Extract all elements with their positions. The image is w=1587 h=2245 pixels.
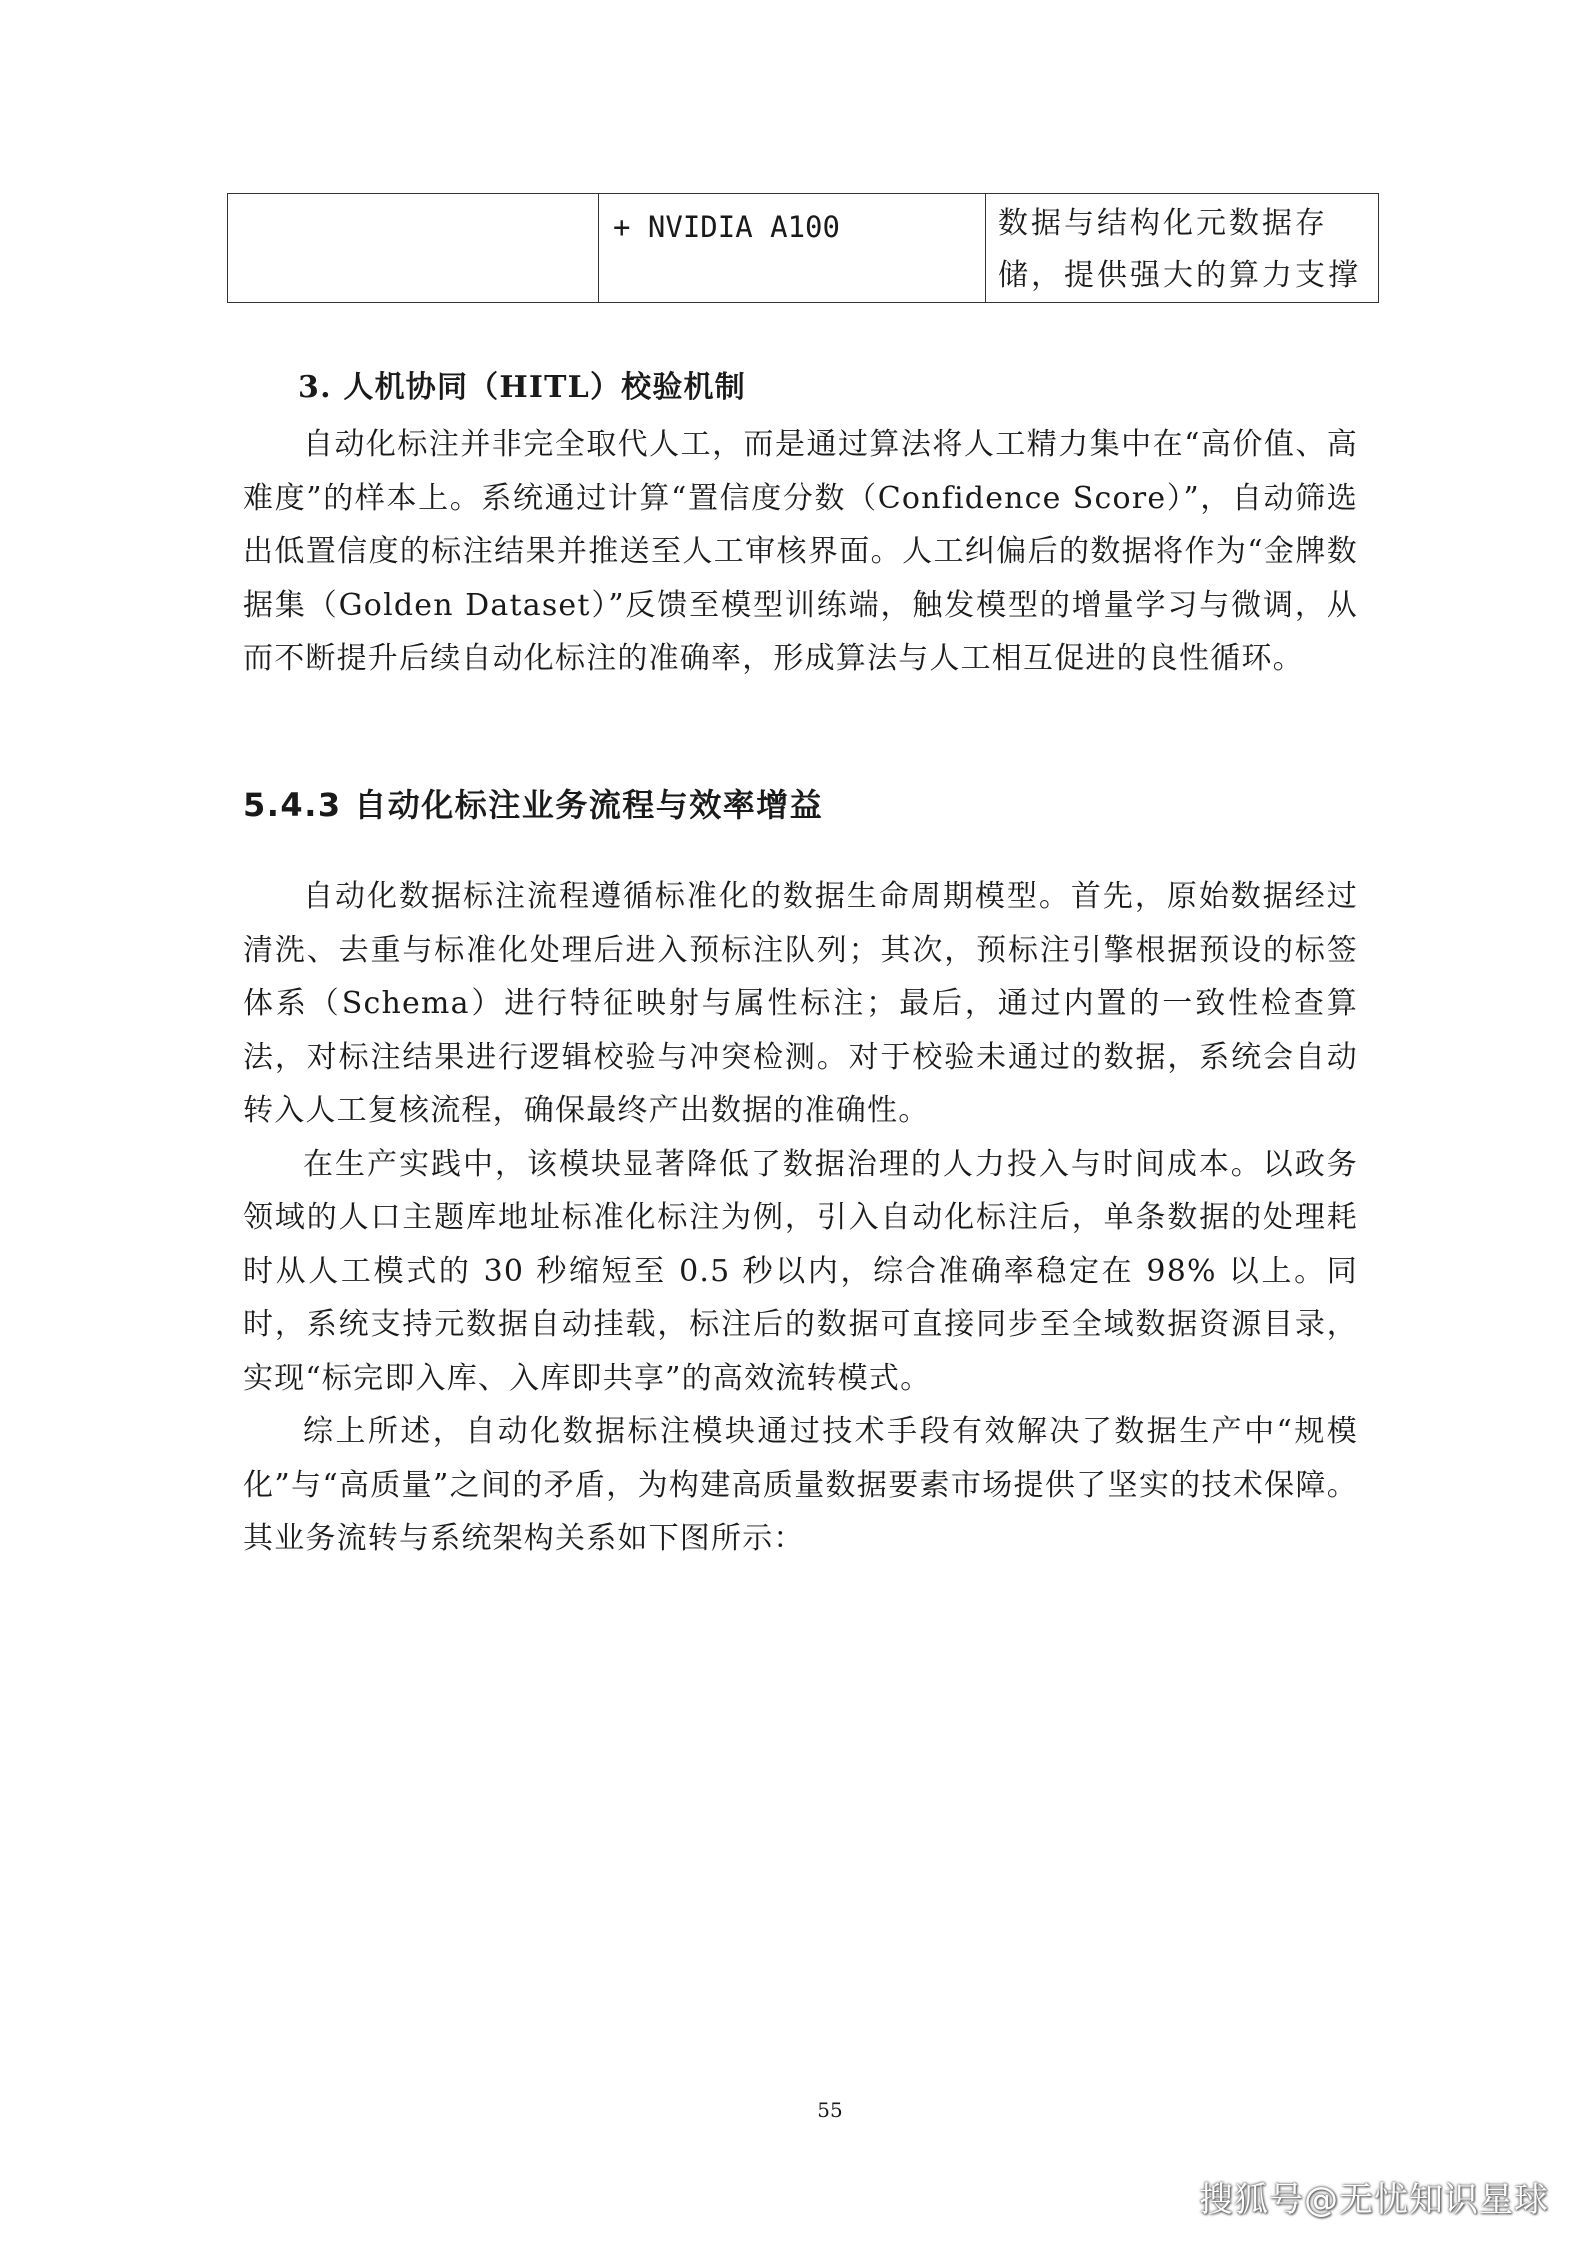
hitl-section	[243, 418, 1358, 686]
table-cell-description: 数据与结构化元数据存储，提供强大的算力支撑	[986, 194, 1379, 303]
table-cell-hardware: + NVIDIA A100	[599, 194, 986, 303]
hitl-paragraph: 自动化标注并非完全取代人工，而是通过算法将人工精力集中在“高价值、高难度”的样本上。系统通过计算“置信度分数（Confidence Score）”，自动筛选出低置信度的标注结果并推送至人工审核界面。人工纠偏后的数据将作为“金牌数据集（Golden Dataset）”反馈至模型训练端，触发模型的增量学习与微调，从而不断提升后续自动化标注的准确率，形成算法与人工相互促进的良性循环。	[243, 427, 1358, 676]
hitl-heading: 3. 人机协同（HITL）校验机制	[298, 370, 746, 405]
page-number: 55	[817, 2098, 843, 2122]
table-row	[228, 194, 1379, 303]
section-paragraph-3: 综上所述，自动化数据标注模块通过技术手段有效解决了数据生产中“规模化”与“高质量”之间的矛盾，为构建高质量数据要素市场提供了坚实的技术保障。其业务流转与系统架构关系如下图所示：	[243, 1414, 1358, 1556]
section-paragraph-1: 自动化数据标注流程遵循标准化的数据生命周期模型。首先，原始数据经过清洗、去重与标准化处理后进入预标注队列；其次，预标注引擎根据预设的标签体系（Schema）进行特征映射与属性标注；最后，通过内置的一致性检查算法，对标注结果进行逻辑校验与冲突检测。对于校验未通过的数据，系统会自动转入人工复核流程，确保最终产出数据的准确性。	[243, 879, 1358, 1128]
section-heading: 5.4.3 自动化标注业务流程与效率增益	[243, 786, 824, 824]
table-cell-empty	[228, 194, 599, 303]
watermark: 搜狐号@无忧知识星球	[1199, 2180, 1549, 2220]
spec-table-fragment	[227, 193, 1379, 303]
section-body	[243, 870, 1358, 1566]
section-paragraph-2: 在生产实践中，该模块显著降低了数据治理的人力投入与时间成本。以政务领域的人口主题库地址标准化标注为例，引入自动化标注后，单条数据的处理耗时从人工模式的 30 秒缩短至 0.5 秒以内，综合准确率稳定在 98% 以上。同时，系统支持元数据自动挂载，标注后的数据可直接同步至全域数据资源目录，实现“标完即入库、入库即共享”的高效流转模式。	[243, 1146, 1358, 1396]
